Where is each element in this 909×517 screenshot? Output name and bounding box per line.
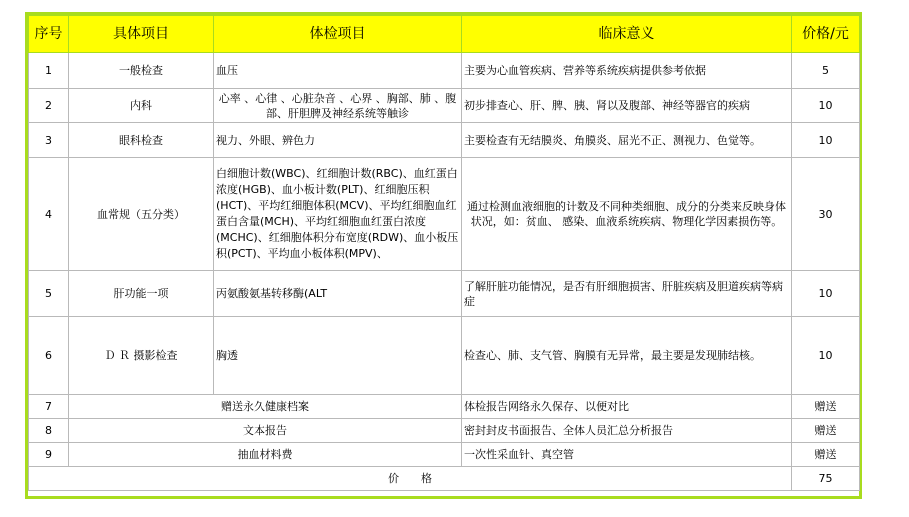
row-no: 3 xyxy=(29,123,69,158)
row-meaning: 通过检测血液细胞的计数及不同种类细胞、成分的分类来反映身体状况，如：贫血、 感染、血液系统疾病、物理化学因素损伤等。 xyxy=(462,158,792,271)
row-exam: 血压 xyxy=(214,53,462,89)
table-row xyxy=(29,395,860,419)
table-row xyxy=(29,123,860,158)
row-exam: 视力、外眼、辨色力 xyxy=(214,123,462,158)
row-price: 赠送 xyxy=(792,443,860,467)
row-item: 抽血材料费 xyxy=(69,443,462,467)
row-item: 一般检查 xyxy=(69,53,214,89)
row-item: 赠送永久健康档案 xyxy=(69,395,462,419)
row-meaning: 主要为心血管疾病、营养等系统疾病提供参考依据 xyxy=(462,53,792,89)
table-row xyxy=(29,89,860,123)
row-no: 9 xyxy=(29,443,69,467)
row-item: 肝功能一项 xyxy=(69,271,214,317)
row-price: 10 xyxy=(792,271,860,317)
price-table-frame xyxy=(25,12,862,499)
total-price: 75 xyxy=(792,467,860,491)
row-meaning: 密封封皮书面报告、全体人员汇总分析报告 xyxy=(462,419,792,443)
row-exam: 丙氨酸氨基转移酶(ALT xyxy=(214,271,462,317)
row-exam: 心率 、心律 、心脏杂音 、心界 、胸部、肺 、腹部、肝胆脾及神经系统等触诊 xyxy=(214,89,462,123)
row-item: 文本报告 xyxy=(69,419,462,443)
row-exam: 胸透 xyxy=(214,317,462,395)
exam-price-table xyxy=(28,15,860,491)
row-no: 7 xyxy=(29,395,69,419)
total-label: 价 格 xyxy=(29,467,792,491)
row-item: 眼科检查 xyxy=(69,123,214,158)
row-no: 5 xyxy=(29,271,69,317)
header-row xyxy=(29,16,860,53)
row-exam: 白细胞计数(WBC)、红细胞计数(RBC)、血红蛋白浓度(HGB)、血小板计数(PLT)、红细胞压积(HCT)、平均红细胞体积(MCV)、平均红细胞血红蛋白含量(MCH)、平均红细胞血红蛋白浓度(MCHC)、红细胞体积分布宽度(RDW)、血小板压积(PCT)、平均血小板体积(MPV)、 xyxy=(214,158,462,271)
row-meaning: 检查心、肺、支气管、胸膜有无异常，最主要是发现肺结核。 xyxy=(462,317,792,395)
table-row xyxy=(29,158,860,271)
row-meaning: 一次性采血针、真空管 xyxy=(462,443,792,467)
row-no: 6 xyxy=(29,317,69,395)
row-price: 赠送 xyxy=(792,395,860,419)
row-price: 赠送 xyxy=(792,419,860,443)
row-no: 8 xyxy=(29,419,69,443)
row-item: 内科 xyxy=(69,89,214,123)
row-price: 10 xyxy=(792,89,860,123)
row-price: 10 xyxy=(792,317,860,395)
row-item: Ｄ Ｒ 摄影检查 xyxy=(69,317,214,395)
table-row xyxy=(29,271,860,317)
table-row xyxy=(29,419,860,443)
header-meaning: 临床意义 xyxy=(462,16,792,53)
row-price: 30 xyxy=(792,158,860,271)
row-price: 10 xyxy=(792,123,860,158)
row-meaning: 体检报告网络永久保存、以便对比 xyxy=(462,395,792,419)
header-item: 具体项目 xyxy=(69,16,214,53)
header-price: 价格/元 xyxy=(792,16,860,53)
table-row xyxy=(29,53,860,89)
header-exam: 体检项目 xyxy=(214,16,462,53)
row-no: 2 xyxy=(29,89,69,123)
row-meaning: 了解肝脏功能情况，是否有肝细胞损害、肝脏疾病及胆道疾病等病症 xyxy=(462,271,792,317)
row-no: 1 xyxy=(29,53,69,89)
table-row xyxy=(29,443,860,467)
table-row xyxy=(29,317,860,395)
row-item: 血常规（五分类） xyxy=(69,158,214,271)
row-meaning: 主要检查有无结膜炎、角膜炎、屈光不正、测视力、色觉等。 xyxy=(462,123,792,158)
row-price: 5 xyxy=(792,53,860,89)
row-no: 4 xyxy=(29,158,69,271)
row-meaning: 初步排查心、肝、脾、胰、肾以及腹部、神经等器官的疾病 xyxy=(462,89,792,123)
total-row xyxy=(29,467,860,491)
header-no: 序号 xyxy=(29,16,69,53)
